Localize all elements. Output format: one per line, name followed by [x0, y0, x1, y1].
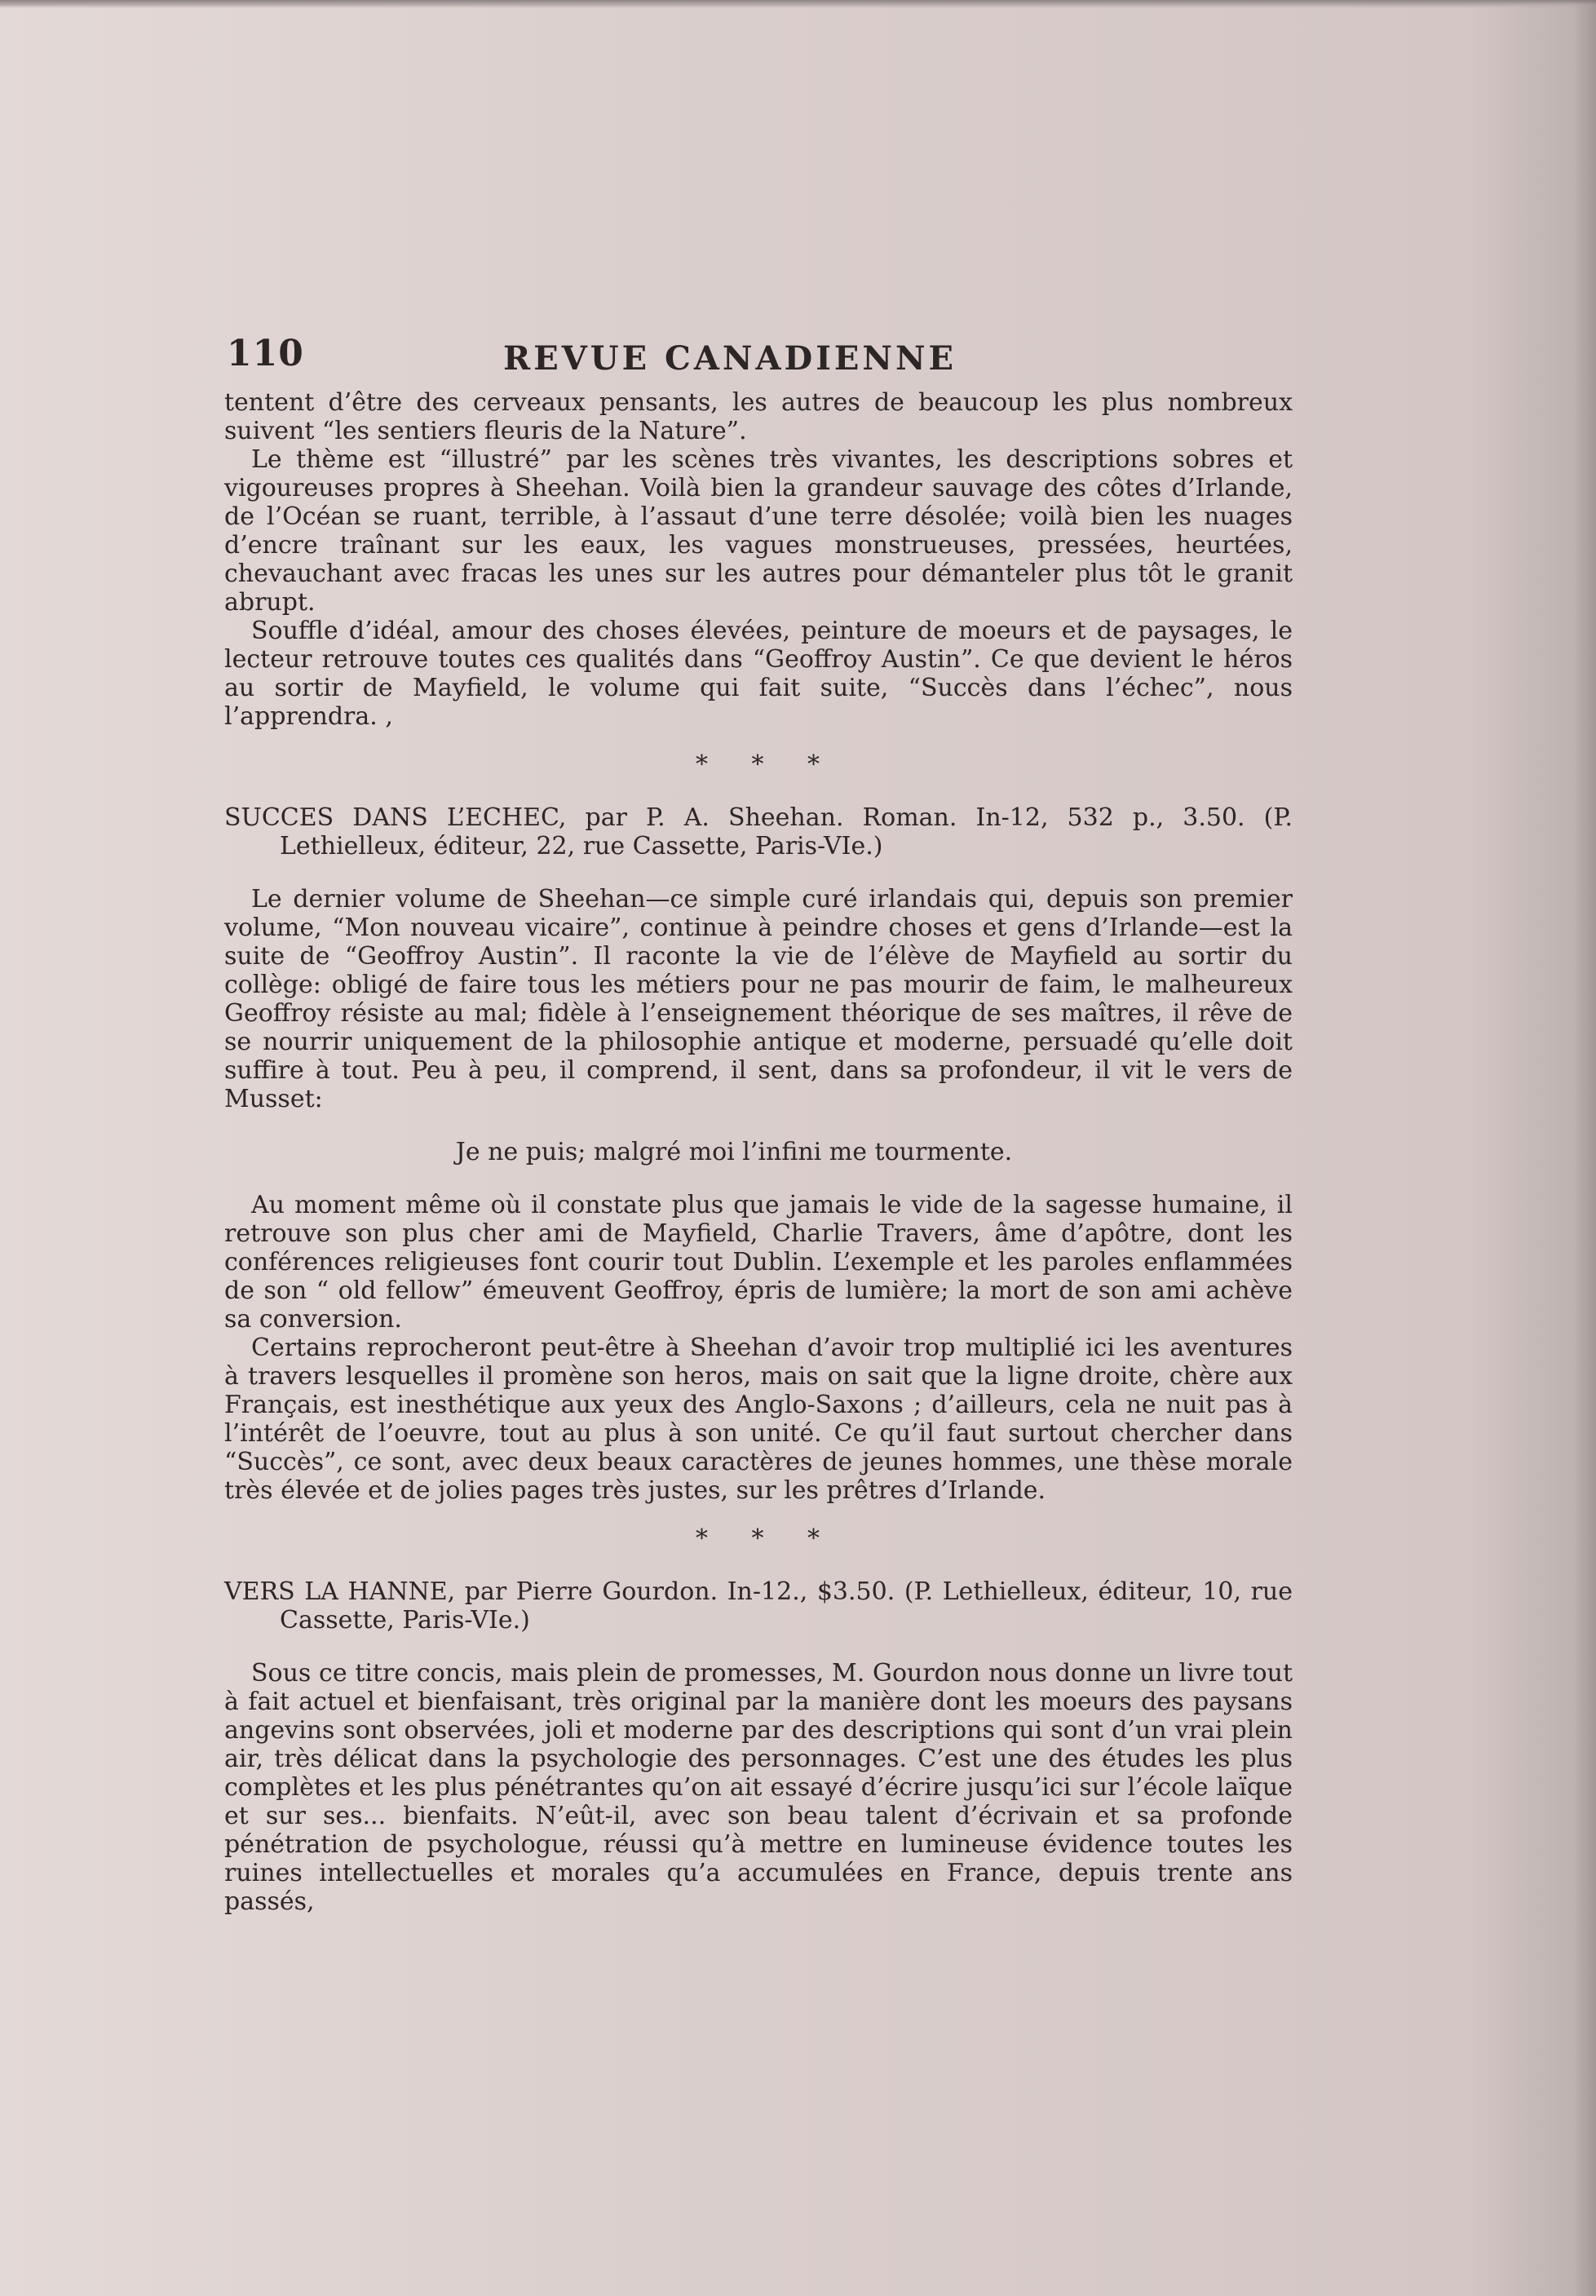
- intro-paragraph-2: Le thème est “illustré” par les scènes très vivantes, les descriptions sobres et vigoureuses propres à Sheehan. Voilà bien la grandeur sauvage des côtes d’Irlande, de l’Océan se ruant, terrible, à l’assaut d’une terre désolée; voilà bien les nuages d’encre traînant sur les eaux, les vagues monstrueuses, pressées, heurtées, chevauchant avec fracas les unes sur les autres pour démanteler plus tôt le granit abrupt.: [224, 445, 1293, 617]
- review-succes-dans-lechec: [224, 803, 1293, 1505]
- running-title: REVUE CANADIENNE: [502, 339, 957, 378]
- review-paragraph: Sous ce titre concis, mais plein de promesses, M. Gourdon nous donne un livre tout à fait actuel et bienfaisant, très original par la manière dont les moeurs des paysans angevins sont observées, joli et moderne par des descriptions qui sont d’un vrai plein air, très délicat dans la psychologie des personnages. C’est une des études les plus complètes et les plus pénétrantes qu’on ait essayé d’écrire jusqu’ici sur l’école laïque et sur ses... bienfaits. N’eût-il, avec son beau talent d’écrivain et sa profonde pénétration de psychologue, réussi qu’à mettre en lumineuse évidence toutes les ruines intellectuelles et morales qu’a accumulées en France, depuis trente ans passés,: [224, 1659, 1293, 1916]
- paper-right-edge: [1573, 0, 1596, 2296]
- intro-paragraph-3: Souffle d’idéal, amour des choses élevées, peinture de moeurs et de paysages, le lecteur retrouve toutes ces qualités dans “Geoffroy Austin”. Ce que devient le héros au sortir de Mayfield, le volume qui fait suite, “Succès dans l’échec”, nous l’apprendra. ,: [224, 617, 1293, 731]
- review-vers-la-hanne: [224, 1577, 1293, 1916]
- review-paragraph: Au moment même où il constate plus que jamais le vide de la sagesse humaine, il retrouve son plus cher ami de Mayfield, Charlie Travers, âme d’apôtre, dont les conférences religieuses font courir tout Dublin. L’exemple et les paroles enflammées de son “ old fellow” émeuvent Geoffroy, épris de lumière; la mort de son ami achève sa conversion.: [224, 1191, 1293, 1334]
- page-header: [224, 326, 1309, 383]
- section-separator: * * *: [695, 1524, 838, 1553]
- page-number: 110: [227, 333, 304, 374]
- body-text: [224, 388, 1309, 1916]
- review-heading: VERS LA HANNE, par Pierre Gourdon. In-12., $3.50. (P. Lethielleux, éditeur, 10, rue Cassette, Paris-VIe.): [224, 1577, 1293, 1635]
- review-paragraph: Le dernier volume de Sheehan—ce simple curé irlandais qui, depuis son premier volume, “Mon nouveau vicaire”, continue à peindre choses et gens d’Irlande—est la suite de “Geoffroy Austin”. Il raconte la vie de l’élève de Mayfield au sortir du collège: obligé de faire tous les métiers pour ne pas mourir de faim, le malheureux Geoffroy résiste au mal; fidèle à l’enseignement théorique de ses maîtres, il rêve de se nourrir uniquement de la philosophie antique et moderne, persuadé qu’elle doit suffire à tout. Peu à peu, il comprend, il sent, dans sa profondeur, il vit le vers de Musset:: [224, 885, 1293, 1113]
- paper-top-edge: [0, 0, 1596, 8]
- page: [224, 326, 1309, 2064]
- review-paragraph: Certains reprocheront peut-être à Sheehan d’avoir trop multiplié ici les aventures à travers lesquelles il promène son heros, mais on sait que la ligne droite, chère aux Français, est inesthétique aux yeux des Anglo-Saxons ; d’ailleurs, cela ne nuit pas à l’intérêt de l’oeuvre, tout au plus à son unité. Ce qu’il faut surtout chercher dans “Succès”, ce sont, avec deux beaux caractères de jeunes hommes, une thèse morale très élevée et de jolies pages très justes, sur les prêtres d’Irlande.: [224, 1334, 1293, 1505]
- intro-paragraph-1: tentent d’être des cerveaux pensants, les autres de beaucoup les plus nombreux suivent “les sentiers fleuris de la Nature”.: [224, 388, 1293, 445]
- review-heading: SUCCES DANS L’ECHEC, par P. A. Sheehan. Roman. In-12, 532 p., 3.50. (P. Lethielleux, éditeur, 22, rue Cassette, Paris-VIe.): [224, 803, 1293, 860]
- section-separator: * * *: [695, 750, 838, 779]
- verse-quote: Je ne puis; malgré moi l’infini me tourmente.: [455, 1138, 1013, 1166]
